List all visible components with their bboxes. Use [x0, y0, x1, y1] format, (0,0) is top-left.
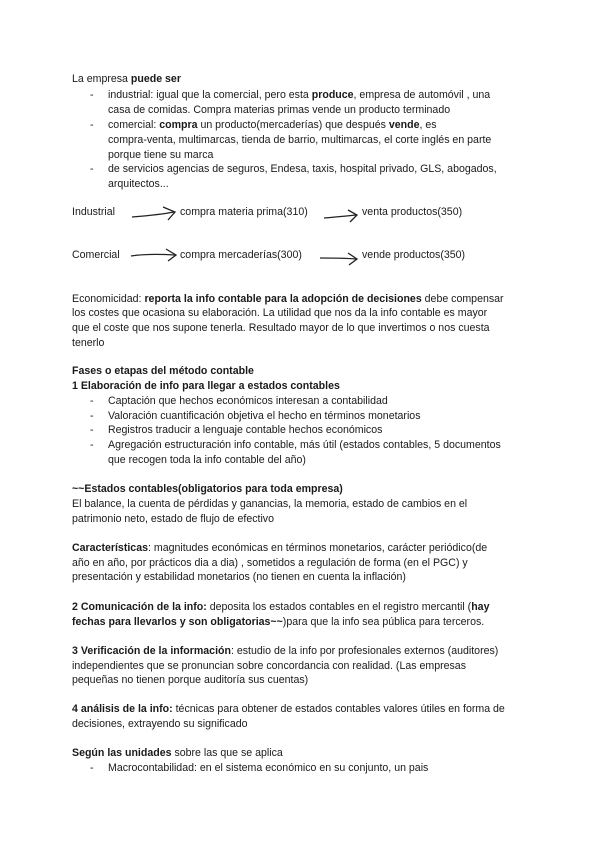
intro-item-comercial: comercial: compra un producto(mercaderías) que después vende, es: [108, 119, 437, 131]
intro-line: La empresa puede ser: [72, 73, 181, 85]
estados-title: ~~Estados contables(obligatorios para toda empresa): [72, 483, 343, 495]
unidades-item: Macrocontabilidad: en el sistema económico en su conjunto, un pais: [108, 762, 429, 774]
unidades-line: Según las unidades sobre las que se aplica: [72, 747, 283, 759]
verificacion-line: independientes que se pronuncian sobre concordancia con realidad. (Las empresas: [72, 660, 466, 672]
bullet-dash: -: [90, 439, 94, 451]
bullet-dash: -: [90, 163, 94, 175]
flow-step-industrial-2: venta productos(350): [362, 206, 463, 218]
hand-drawn-arrow-icon: [130, 203, 180, 223]
economicidad-line: tenerlo: [72, 337, 105, 349]
fases-title: Fases o etapas del método contable: [72, 365, 254, 377]
fases-item-cont: que recogen toda la info contable del año): [108, 454, 306, 466]
flow-label-comercial: Comercial: [72, 249, 120, 261]
verificacion-line: pequeñas no tienen porque auditoría sus cuentas): [72, 674, 309, 686]
flow-step-industrial-1: compra materia prima(310): [180, 206, 308, 218]
estados-line: patrimonio neto, estado de flujo de efectivo: [72, 513, 275, 525]
flow-step-comercial-1: compra mercaderías(300): [180, 249, 302, 261]
comunicacion-line: 2 Comunicación de la info: deposita los estados contables en el registro mercantil (hay: [72, 601, 490, 613]
intro-item-industrial: industrial: igual que la comercial, pero esta produce, empresa de automóvil , una: [108, 89, 491, 101]
flow-label-industrial: Industrial: [72, 206, 115, 218]
caracteristicas-line: Características: magnitudes económicas en términos monetarios, carácter periódico(de: [72, 542, 488, 554]
intro-item-servicios-cont: arquitectos...: [108, 178, 169, 190]
fases-item: Registros traducir a lenguaje contable hechos económicos: [108, 424, 383, 436]
flow-step-comercial-2: vende productos(350): [362, 249, 466, 261]
analisis-line: 4 análisis de la info: técnicas para obtener de estados contables valores útiles en forma de: [72, 703, 505, 715]
intro-item-comercial-cont: porque tiene su marca: [108, 149, 214, 161]
economicidad-line: Economicidad: reporta la info contable para la adopción de decisiones debe compensar: [72, 293, 504, 305]
comunicacion-line: fechas para llevarlos y son obligatorias~~)para que la info sea pública para terceros.: [72, 616, 485, 628]
fases-item: Captación que hechos económicos interesan a contabilidad: [108, 395, 388, 407]
hand-drawn-arrow-icon: [322, 205, 362, 225]
estados-line: El balance, la cuenta de pérdidas y ganancias, la memoria, estado de cambios en el: [72, 498, 468, 510]
analisis-line: decisiones, extrayendo su significado: [72, 718, 248, 730]
caracteristicas-line: presentación y estabilidad monetarios (no tienen en cuenta la inflación): [72, 571, 406, 583]
intro-item-industrial-cont: casa de comidas. Compra materias primas vende un producto terminado: [108, 104, 451, 116]
hand-drawn-arrow-icon: [128, 244, 180, 264]
bullet-dash: -: [90, 424, 94, 436]
bullet-dash: -: [90, 762, 94, 774]
fases-item: Valoración cuantificación objetiva el hecho en términos monetarios: [108, 410, 421, 422]
hand-drawn-arrow-icon: [318, 247, 362, 267]
bullet-dash: -: [90, 89, 94, 101]
bullet-dash: -: [90, 119, 94, 131]
intro-item-comercial-cont: compra-venta, multimarcas, tienda de barrio, multimarcas, el corte inglés en parte: [108, 134, 492, 146]
fases-subtitle: 1 Elaboración de info para llegar a estados contables: [72, 380, 340, 392]
economicidad-line: que el coste que nos supone tenerla. Resultado mayor de lo que invertimos o nos cuesta: [72, 322, 490, 334]
verificacion-line: 3 Verificación de la información: estudio de la info por profesionales externos (auditores): [72, 645, 499, 657]
bullet-dash: -: [90, 395, 94, 407]
intro-item-servicios: de servicios agencias de seguros, Endesa, taxis, hospital privado, GLS, abogados,: [108, 163, 497, 175]
bullet-dash: -: [90, 410, 94, 422]
caracteristicas-line: año en año, por prácticos dia a dia) , sometidos a regulación de forma (en el PGC) y: [72, 557, 468, 569]
fases-item: Agregación estructuración info contable, más útil (estados contables, 5 documentos: [108, 439, 501, 451]
economicidad-line: los costes que ocasiona su elaboración. La utilidad que nos da la info contable es mayor: [72, 307, 488, 319]
